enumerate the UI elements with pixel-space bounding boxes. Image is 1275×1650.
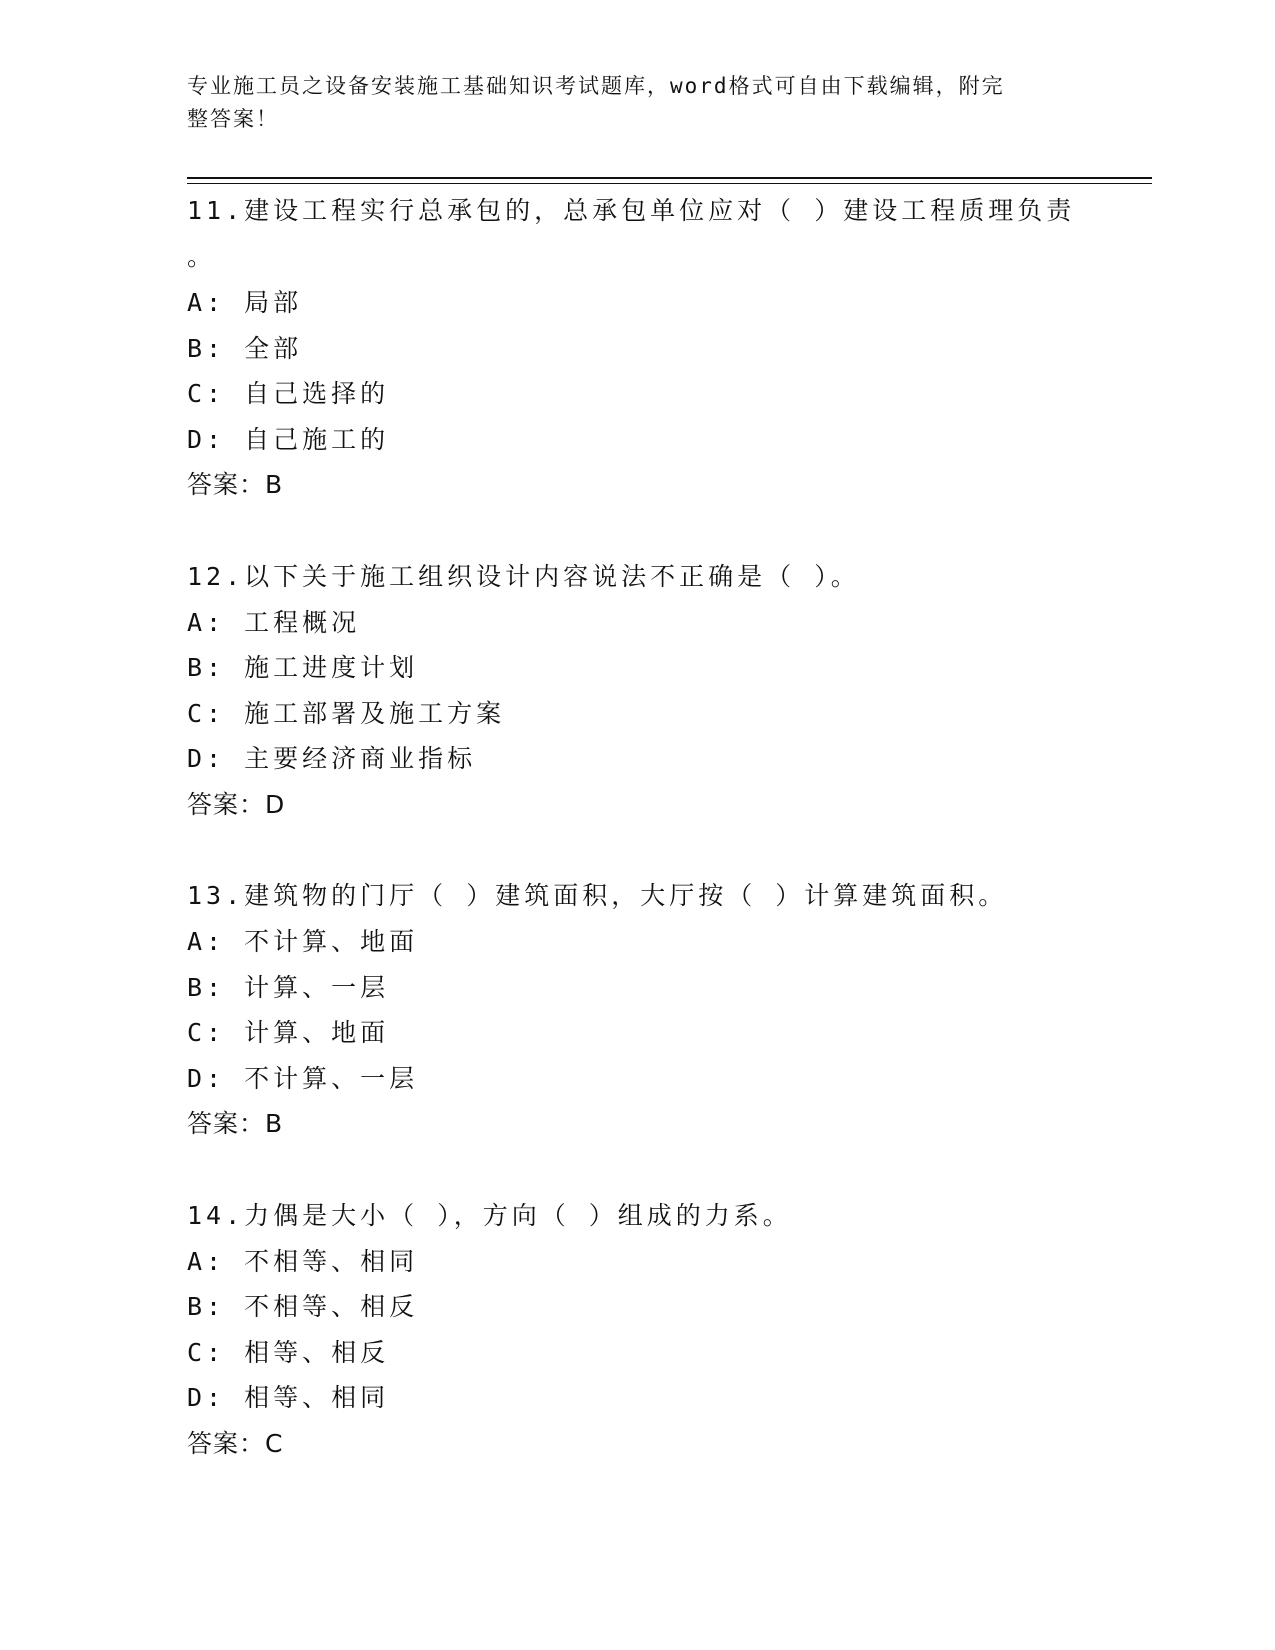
answer-label: 答案：	[187, 1109, 266, 1138]
question-text-continued: 。	[187, 242, 217, 271]
question-text: 11.建设工程实行总承包的，总承包单位应对（ ）建设工程质理负责	[187, 196, 1076, 225]
option-c: C: 计算、地面	[187, 1018, 390, 1047]
question-text: 14.力偶是大小（ ），方向（ ）组成的力系。	[187, 1200, 792, 1230]
option-b: B: 不相等、相反	[187, 1292, 419, 1321]
document-header	[187, 70, 1067, 136]
answer-line	[187, 782, 1087, 828]
header-line-2: 整答案！	[187, 107, 279, 131]
header-divider-thick	[187, 177, 1152, 179]
answer-label: 答案：	[187, 470, 266, 499]
option-b: B: 计算、一层	[187, 972, 390, 1002]
answer-line	[187, 1421, 1087, 1467]
option-a: A: 局部	[187, 288, 303, 317]
option-b: B: 施工进度计划	[187, 653, 419, 682]
question-13	[187, 873, 1087, 1147]
question-11	[187, 188, 1087, 508]
question-text: 12.以下关于施工组织设计内容说法不正确是（ ）。	[187, 561, 860, 591]
option-a: A: 工程概况	[187, 607, 361, 637]
answer-label: 答案：	[187, 1428, 266, 1458]
question-12	[187, 554, 1087, 828]
answer-line	[187, 462, 1087, 508]
question-list	[187, 188, 1087, 1512]
answer-value: D	[265, 789, 286, 819]
option-d: D: 不计算、一层	[187, 1063, 419, 1093]
answer-value: B	[265, 1109, 284, 1138]
option-d: D: 相等、相同	[187, 1383, 390, 1412]
option-d: D: 主要经济商业指标	[187, 744, 477, 773]
header-line-1: 专业施工员之设备安装施工基础知识考试题库，word格式可自由下载编辑，附完	[187, 74, 1005, 98]
question-text: 13.建筑物的门厅（ ）建筑面积，大厅按（ ）计算建筑面积。	[187, 881, 1008, 910]
answer-value: B	[265, 470, 284, 499]
answer-value: C	[265, 1428, 284, 1458]
option-a: A: 不相等、相同	[187, 1246, 419, 1276]
header-divider-thin	[187, 183, 1152, 184]
option-a: A: 不计算、地面	[187, 927, 419, 956]
option-c: C: 相等、相反	[187, 1337, 390, 1367]
option-c: C: 施工部署及施工方案	[187, 698, 506, 728]
answer-label: 答案：	[187, 789, 266, 819]
option-d: D: 自己施工的	[187, 424, 390, 454]
answer-line	[187, 1101, 1087, 1147]
option-b: B: 全部	[187, 333, 303, 363]
question-14	[187, 1193, 1087, 1467]
option-c: C: 自己选择的	[187, 379, 390, 408]
